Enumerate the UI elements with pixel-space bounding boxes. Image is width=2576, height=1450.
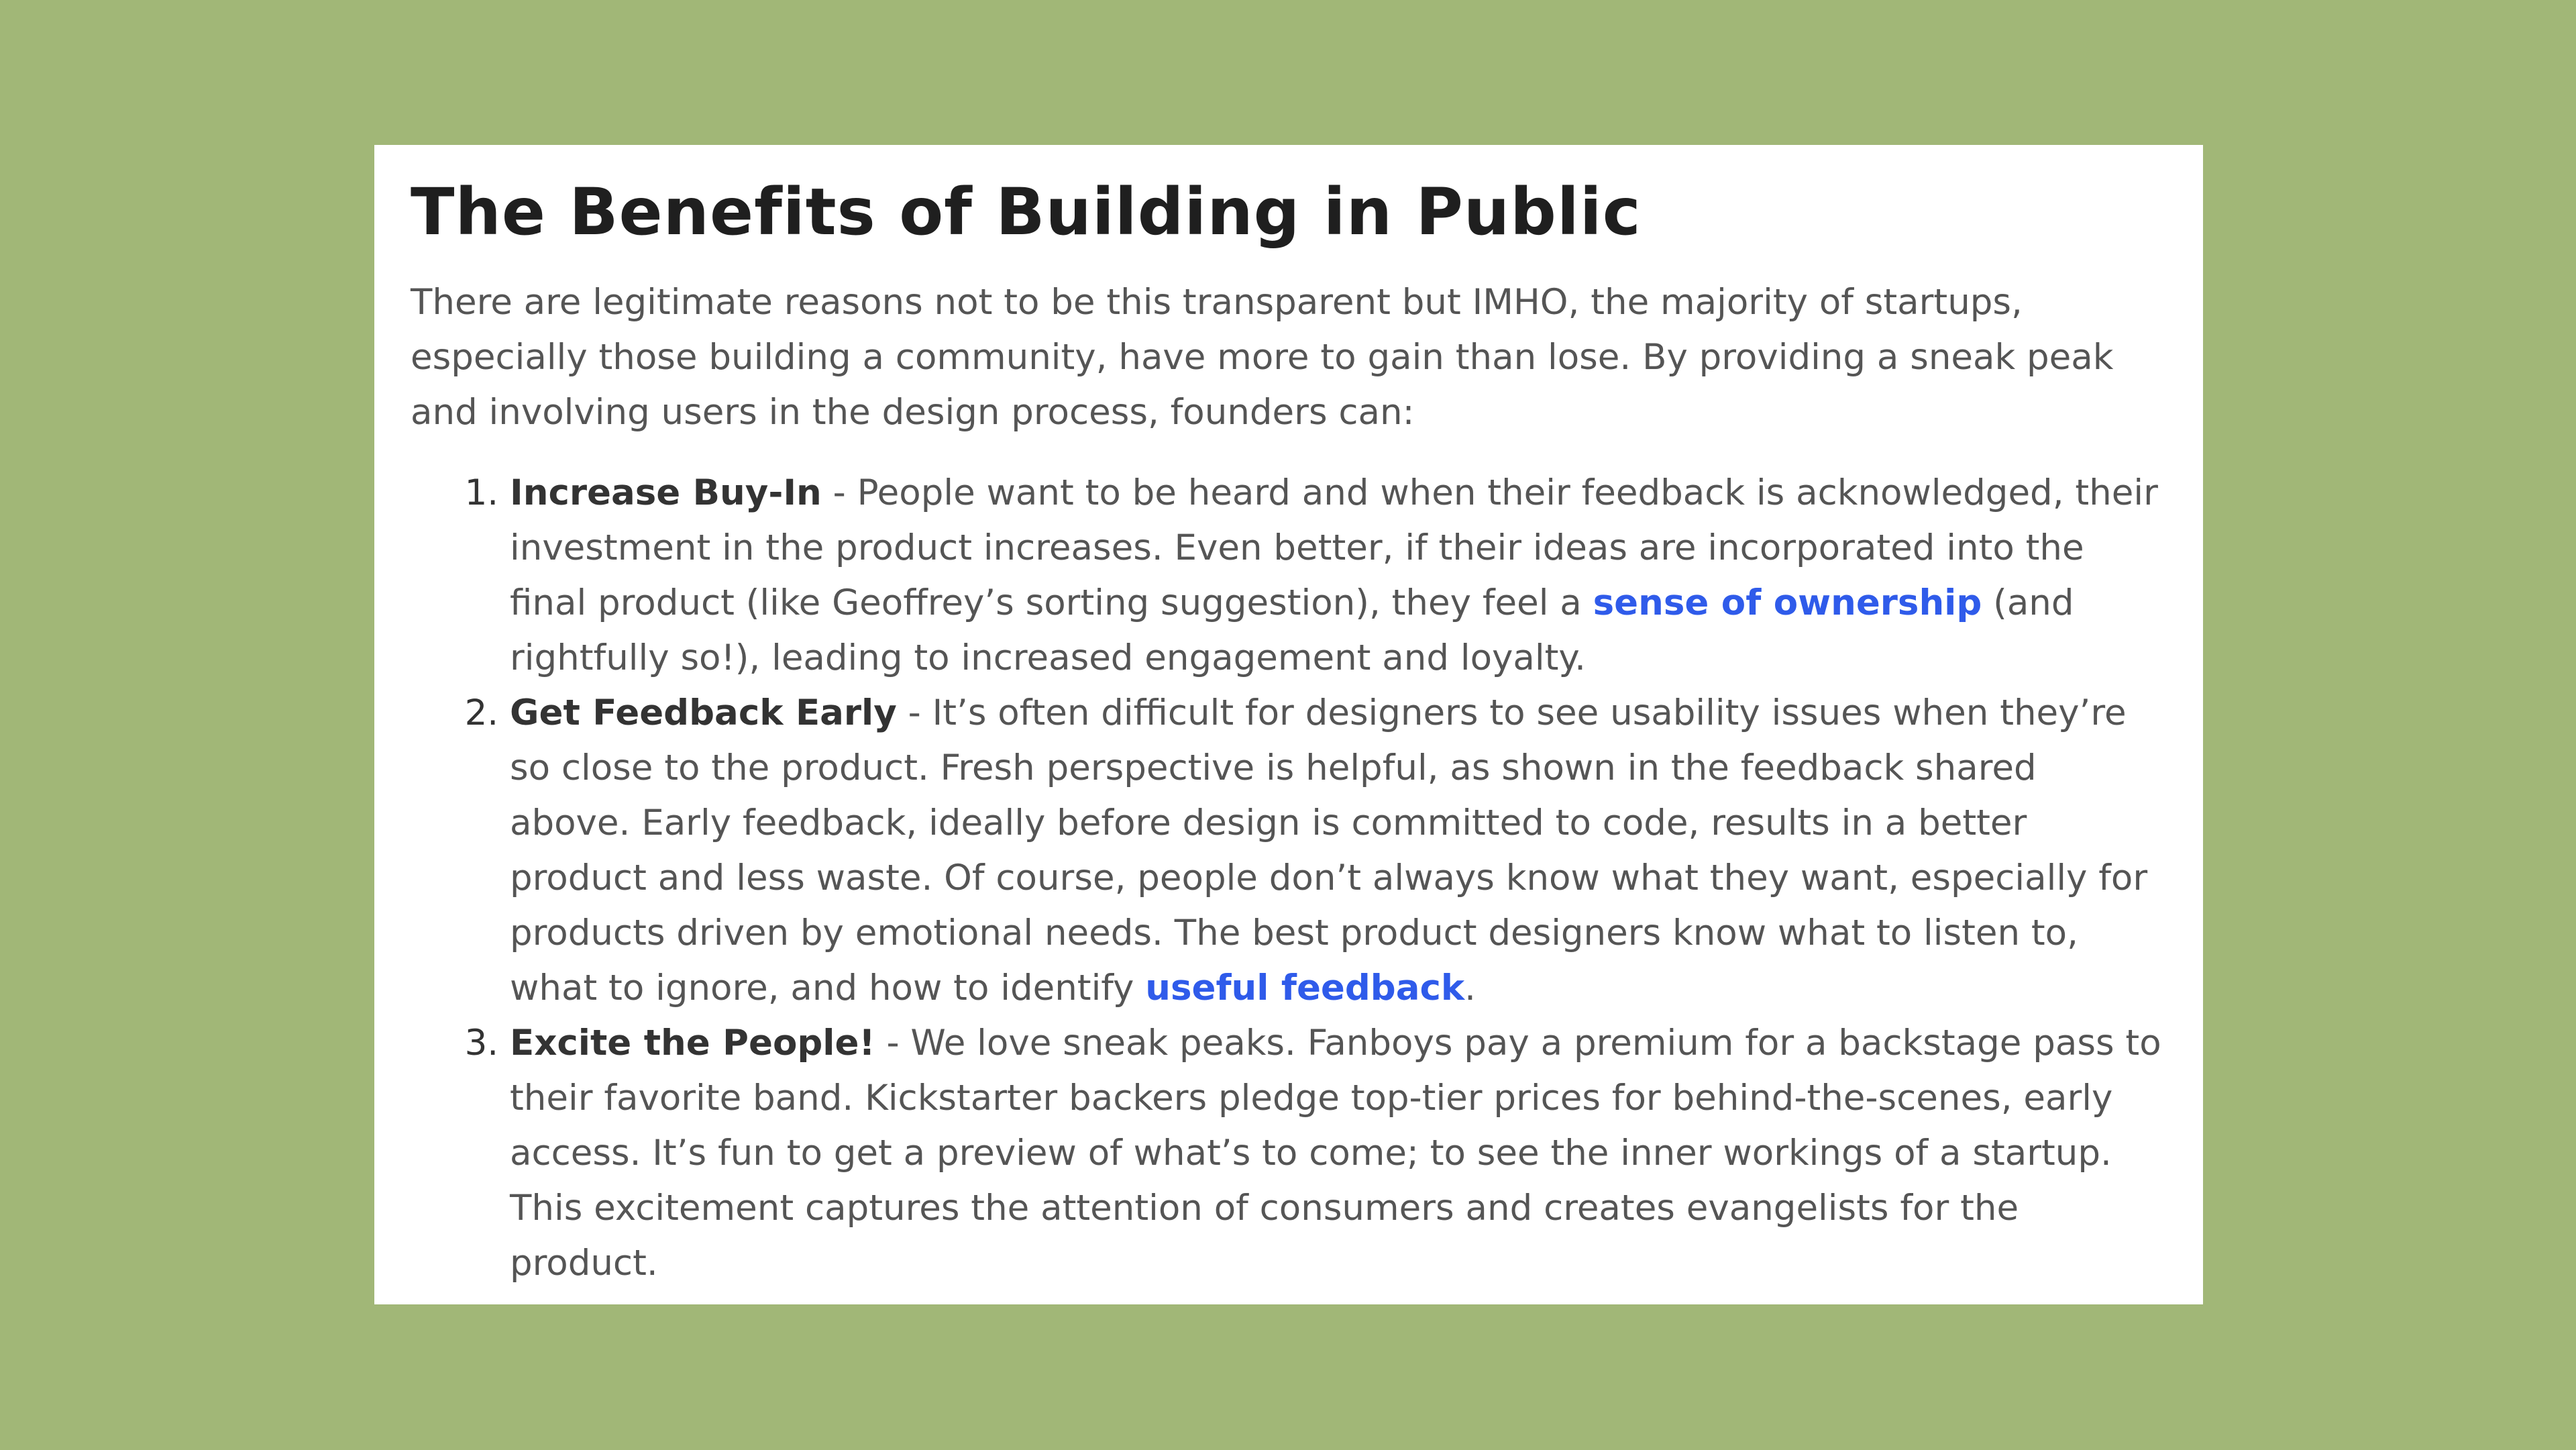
item-term: Get Feedback Early [510,692,897,733]
article-title: The Benefits of Building in Public [411,174,1642,250]
item-term: Excite the People! [510,1023,875,1064]
item-text: - It’s often difficult for designers to see usability issues when they’re so close to the product. Fresh perspective is helpful, as shown in the feedback shared above. Early feedback, ideally before design is committed to code, results in a better product and less waste. Of course, people don’t always know what they want, especially for products driven by emotional needs. The best product designers know what to listen to, what to ignore, and how to identify [510,692,2148,1008]
benefits-list [411,466,2167,1291]
item-text: - We love sneak peaks. Fanboys pay a premium for a backstage pass to their favorite band. Kickstarter backers pledge top-tier prices for behind-the-scenes, early access. It’s fun to get a preview of what’s to come; to see the inner workings of a startup. This excitement captures the attention of consumers and creates evangelists for the product. [510,1023,2161,1284]
intro-paragraph: There are legitimate reasons not to be this transparent but IMHO, the majority of startups, especially those building a community, have more to gain than lose. By providing a sneak peak and involving users in the design process, founders can: [411,282,2114,433]
list-item-get-feedback-early [510,686,2167,1016]
item-term: Increase Buy-In [510,472,822,513]
list-item-excite-the-people [510,1016,2167,1291]
article-card [374,145,2203,1304]
list-item-increase-buy-in [510,466,2167,686]
sense-of-ownership-link[interactable]: sense of ownership [1593,582,1982,623]
item-text-after-link: (and rightfully so!), leading to increased engagement and loyalty. [510,582,2074,678]
item-text: - People want to be heard and when their feedback is acknowledged, their investment in the product increases. Even better, if their ideas are incorporated into the final product (like Geoffrey’s sorting suggestion), they feel a [510,472,2158,623]
item-text-after-link: . [1464,968,1476,1008]
useful-feedback-link[interactable]: useful feedback [1145,968,1465,1008]
